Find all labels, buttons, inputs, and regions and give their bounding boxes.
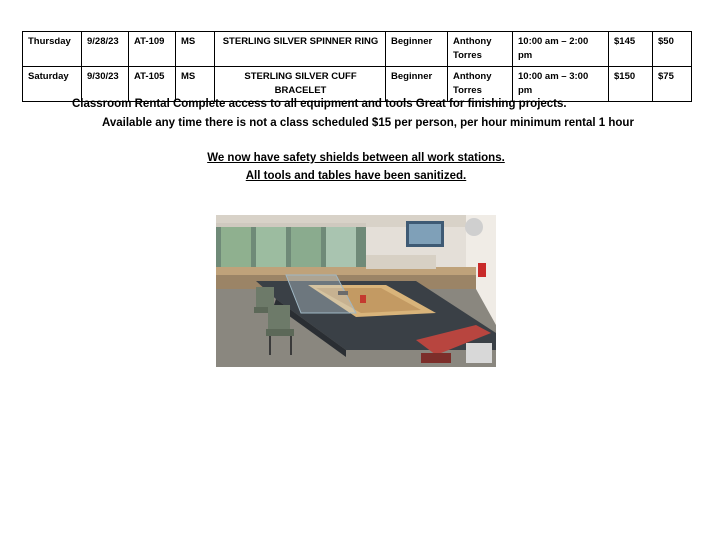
classroom-photo-illustration bbox=[216, 215, 496, 367]
level-cell: Beginner bbox=[386, 32, 448, 67]
fee-cell: $150 bbox=[609, 67, 653, 102]
table-row bbox=[23, 32, 692, 67]
date-cell: 9/30/23 bbox=[82, 67, 129, 102]
materials-fee-cell: $50 bbox=[653, 32, 692, 67]
rental-description: Classroom Rental Complete access to all equipment and tools Great for finishing projects. bbox=[72, 98, 567, 110]
class-code-cell: AT-109 bbox=[129, 32, 176, 67]
class-schedule-table bbox=[22, 31, 692, 102]
class-code-cell: AT-105 bbox=[129, 67, 176, 102]
type-cell: MS bbox=[176, 32, 215, 67]
instructor-last-name: Torres bbox=[453, 50, 482, 61]
instructor-last-name: Torres bbox=[453, 85, 482, 96]
instructor-first-name: Anthony bbox=[453, 71, 492, 82]
sanitized-notice: All tools and tables have been sanitized. bbox=[245, 170, 467, 182]
day-cell: Thursday bbox=[23, 32, 82, 67]
instructor-cell bbox=[448, 67, 513, 102]
fee-cell: $145 bbox=[609, 32, 653, 67]
time-cell: 10:00 am – 3:00 pm bbox=[513, 67, 609, 102]
instructor-first-name: Anthony bbox=[453, 36, 492, 47]
day-cell: Saturday bbox=[23, 67, 82, 102]
course-title-cell: STERLING SILVER SPINNER RING bbox=[215, 32, 386, 67]
type-cell: MS bbox=[176, 67, 215, 102]
course-title-cell: STERLING SILVER CUFF BRACELET bbox=[215, 67, 386, 102]
level-cell: Beginner bbox=[386, 67, 448, 102]
table-row bbox=[23, 67, 692, 102]
classroom-photo bbox=[216, 215, 496, 367]
rental-pricing: Available any time there is not a class scheduled $15 per person, per hour minimum rental 1 hour bbox=[102, 117, 634, 129]
materials-fee-cell: $75 bbox=[653, 67, 692, 102]
time-cell: 10:00 am – 2:00 pm bbox=[513, 32, 609, 67]
instructor-cell bbox=[448, 32, 513, 67]
date-cell: 9/28/23 bbox=[82, 32, 129, 67]
safety-shields-notice: We now have safety shields between all work stations. bbox=[207, 152, 505, 164]
